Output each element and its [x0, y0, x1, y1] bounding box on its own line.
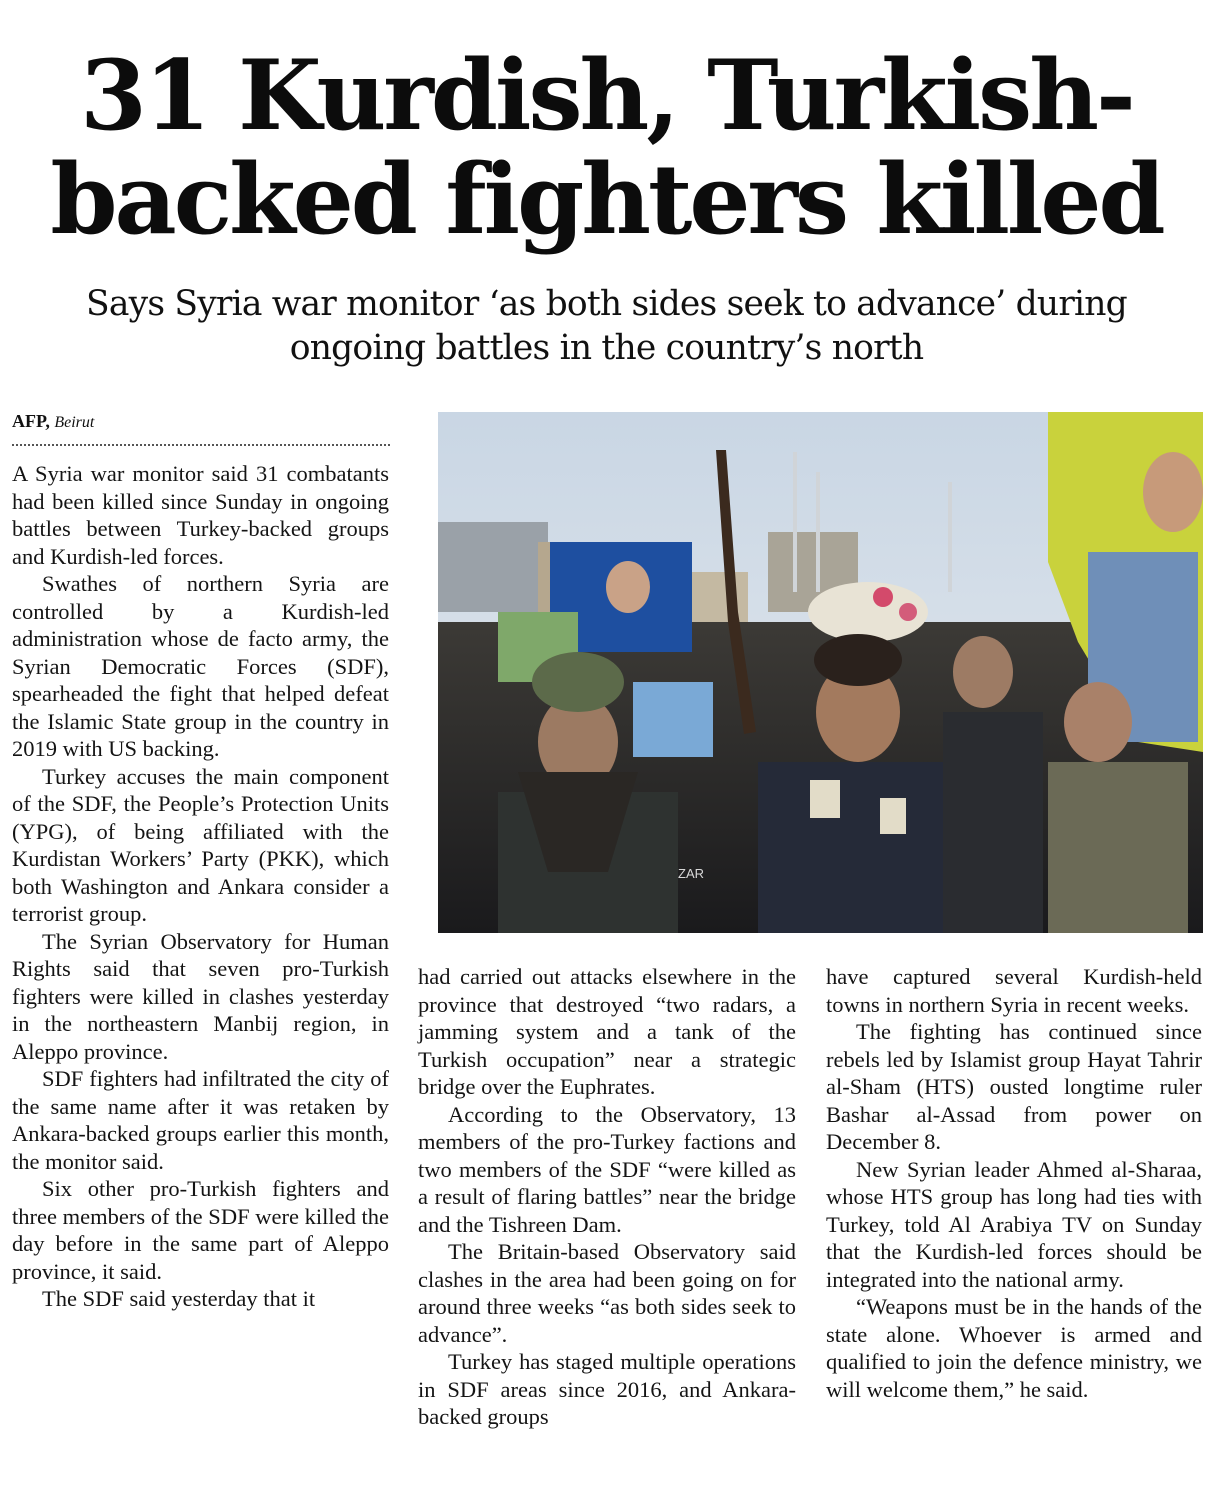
article-paragraph: “Weapons must be in the hands of the state alone. Whoever is armed and qualified to join the defence ministry, we will welcome them,” he said.: [826, 1294, 1202, 1402]
subheadline: [0, 282, 1213, 370]
article-paragraph: The fighting has continued since rebels led by Islamist group Hayat Tahrir al-Sham (HTS) ousted longtime ruler Bashar al-Assad from power on December 8.: [826, 1019, 1202, 1154]
article-paragraph: Swathes of northern Syria are controlled by a Kurdish-led administration whose de facto army, the Syrian Democratic Forces (SDF), spearheaded the fight that helped defeat the Islamic State group in the country in 2019 with US backing.: [12, 571, 389, 761]
jacket-logo-text: ZAR: [678, 866, 704, 881]
article-paragraph: A Syria war monitor said 31 combatants had been killed since Sunday in ongoing battles between Turkey-backed groups and Kurdish-led forces.: [12, 461, 389, 569]
subheadline-line-2: ongoing battles in the country’s north: [289, 328, 924, 368]
article-paragraph: The Britain-based Observatory said clashes in the area had been going on for around three weeks “as both sides seek to advance”.: [418, 1239, 796, 1347]
article-paragraph: The SDF said yesterday that it: [42, 1286, 316, 1311]
article-paragraph: SDF fighters had infiltrated the city of the same name after it was retaken by Ankara-backed groups earlier this month, the monitor said.: [12, 1066, 389, 1174]
article-paragraph: The Syrian Observatory for Human Rights said that seven pro-Turkish fighters were killed in clashes yesterday in the northeastern Manbij region, in Aleppo province.: [12, 928, 389, 1064]
headline-line-2: backed fighters killed: [50, 143, 1163, 256]
subheadline-line-1: Says Syria war monitor ‘as both sides seek to advance’ during: [86, 284, 1127, 324]
headline: [0, 39, 1213, 256]
article-paragraph: New Syrian leader Ahmed al-Sharaa, whose HTS group has long had ties with Turkey, told Al Arabiya TV on Sunday that the Kurdish-led forces should be integrated into the national army.: [826, 1156, 1202, 1292]
news-photo-illustration: [438, 412, 1203, 933]
headline-line-1: 31 Kurdish, Turkish-: [80, 39, 1133, 152]
article-column-3: [826, 963, 1202, 1403]
byline: [12, 410, 390, 446]
article-paragraph: Six other pro-Turkish fighters and three members of the SDF were killed the day before in the same part of Aleppo province, it said.: [12, 1176, 389, 1284]
article-column-2: [418, 963, 796, 1431]
article-paragraph: Turkey accuses the main component of the SDF, the People’s Protection Units (YPG), of being affiliated with the Kurdistan Workers’ Party (PKK), which both Washington and Ankara consider a terrorist group.: [12, 763, 389, 926]
article-paragraph: had carried out attacks elsewhere in the province that destroyed “two radars, a jamming system and a tank of the Turkish occupation” near a strategic bridge over the Euphrates.: [418, 964, 796, 1099]
article-column-1: [12, 460, 389, 1313]
article-paragraph: Turkey has staged multiple operations in SDF areas since 2016, and Ankara-backed groups: [418, 1349, 796, 1429]
byline-dateline: Beirut: [54, 414, 95, 431]
article-paragraph: According to the Observatory, 13 members of the pro-Turkey factions and two members of the SDF “were killed as a result of flaring battles” near the bridge and the Tishreen Dam.: [418, 1101, 796, 1237]
news-photo: [438, 412, 1203, 933]
byline-agency: AFP,: [12, 411, 50, 431]
article-paragraph: have captured several Kurdish-held towns in northern Syria in recent weeks.: [826, 964, 1202, 1017]
